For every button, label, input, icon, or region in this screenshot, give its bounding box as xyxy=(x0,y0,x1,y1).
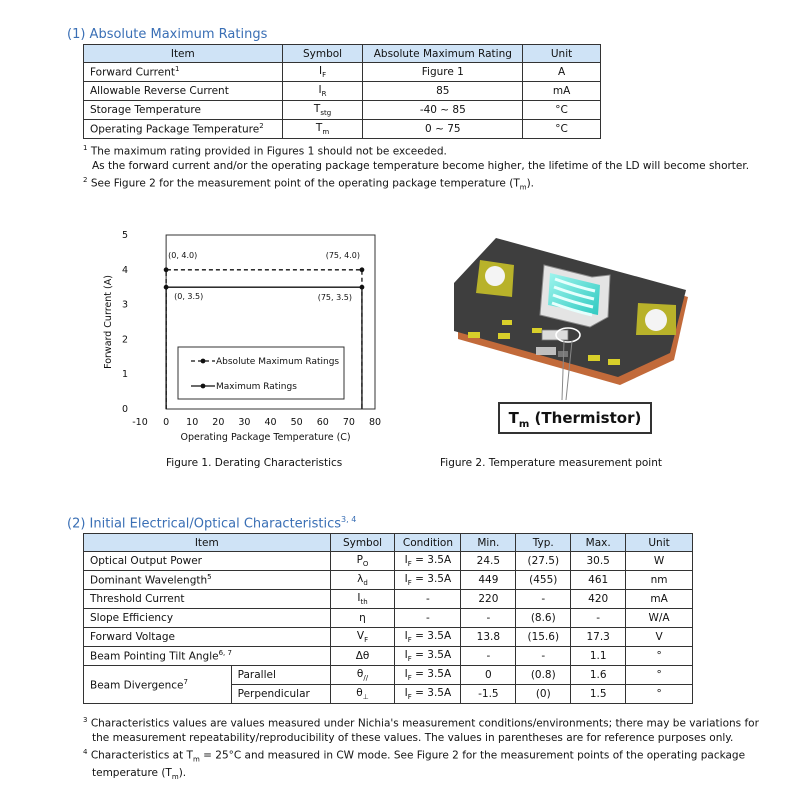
cell-item: Storage Temperature xyxy=(84,101,283,120)
cell-typ: (455) xyxy=(516,571,571,590)
cell-min: -1.5 xyxy=(461,685,516,704)
cell-unit: V xyxy=(626,628,693,647)
legend-label-max: Maximum Ratings xyxy=(216,382,297,392)
footnotes-section1 xyxy=(83,141,783,194)
cell-condition: $I_F = 3.5A$ xyxy=(395,647,461,666)
x-tick-label: 70 xyxy=(342,417,355,428)
table-row xyxy=(84,571,693,590)
data-point xyxy=(164,267,169,272)
table-row xyxy=(84,609,693,628)
cell-rating: 0 ~ 75 xyxy=(363,120,523,139)
cell-symbol: $I_F$ xyxy=(282,63,363,82)
cell-typ: - xyxy=(516,647,571,666)
header-unit: Unit xyxy=(626,534,693,552)
x-tick-label: 50 xyxy=(290,417,303,428)
table-row xyxy=(84,82,601,101)
cell-unit: W xyxy=(626,552,693,571)
cell-condition: - xyxy=(395,590,461,609)
y-tick-label: 1 xyxy=(121,369,128,381)
header-min: Min. xyxy=(461,534,516,552)
cell-unit: °C xyxy=(523,101,601,120)
data-point xyxy=(360,267,365,272)
cell-rating: -40 ~ 85 xyxy=(363,101,523,120)
cell-min: 220 xyxy=(461,590,516,609)
y-tick-label: 4 xyxy=(121,264,128,276)
cell-min: 13.8 xyxy=(461,628,516,647)
x-tick-label: 30 xyxy=(238,417,251,428)
cell-item: Beam Pointing Tilt Angle$^{6, 7}$ xyxy=(84,647,331,666)
table-row xyxy=(84,628,693,647)
cell-sub-item: Perpendicular xyxy=(231,685,330,704)
cell-typ: - xyxy=(516,590,571,609)
table-row xyxy=(84,63,601,82)
cell-sub-item: Parallel xyxy=(231,666,330,685)
cell-typ: (8.6) xyxy=(516,609,571,628)
header-item: Item xyxy=(84,534,331,552)
cell-unit: °C xyxy=(523,120,601,139)
cell-typ: (0.8) xyxy=(516,666,571,685)
cell-item: Beam Divergence$^7$ xyxy=(84,666,232,704)
cell-item: Dominant Wavelength$^5$ xyxy=(84,571,331,590)
footnote-1-cont: As the forward current and/or the operating package temperature become higher, the lifetime of the LD will become shorter. xyxy=(92,159,750,172)
cell-max: 1.5 xyxy=(571,685,626,704)
table-row xyxy=(84,590,693,609)
cell-max: 461 xyxy=(571,571,626,590)
header-max: Max. xyxy=(571,534,626,552)
y-tick-label: 3 xyxy=(121,299,128,311)
cell-condition: $I_F = 3.5A$ xyxy=(395,666,461,685)
cell-symbol: $\lambda_d$ xyxy=(330,571,395,590)
x-axis-label: Operating Package Temperature (C) xyxy=(180,432,351,443)
footnote-1: $^1$ The maximum rating provided in Figures 1 should not be exceeded. xyxy=(83,144,447,158)
table-row xyxy=(84,552,693,571)
table-header-row xyxy=(84,534,693,552)
header-symbol: Symbol xyxy=(330,534,395,552)
cell-item: Forward Voltage xyxy=(84,628,331,647)
header-item: Item xyxy=(84,45,283,63)
footnote-4-cont: temperature $(T_m)$. xyxy=(92,767,187,782)
cell-condition: $I_F = 3.5A$ xyxy=(395,552,461,571)
point-annotation: (75, 3.5) xyxy=(317,293,352,303)
cell-item: Optical Output Power xyxy=(84,552,331,571)
cell-max: 30.5 xyxy=(571,552,626,571)
cell-condition: $I_F = 3.5A$ xyxy=(395,628,461,647)
cell-symbol: η xyxy=(330,609,395,628)
absolute-max-ratings-table xyxy=(83,44,601,139)
cell-typ: (0) xyxy=(516,685,571,704)
cell-max: 1.1 xyxy=(571,647,626,666)
cell-condition: $I_F = 3.5A$ xyxy=(395,571,461,590)
header-symbol: Symbol xyxy=(282,45,363,63)
footnote-3-cont: the measurement repeatability/reproducibility of these values. The values in parentheses are for reference purposes only. xyxy=(92,731,734,744)
x-tick-label: 10 xyxy=(186,417,199,428)
cell-max: 420 xyxy=(571,590,626,609)
cell-max: 17.3 xyxy=(571,628,626,647)
cell-rating: Figure 1 xyxy=(363,63,523,82)
cell-symbol: $T_m$ xyxy=(282,120,363,139)
footnote-2: $^2$ See Figure 2 for the measurement point of the operating package temperature $(T_m)$. xyxy=(83,175,534,192)
table-row xyxy=(84,666,693,685)
table-row xyxy=(84,120,601,139)
cell-unit: ° xyxy=(626,666,693,685)
point-annotation: (75, 4.0) xyxy=(325,250,360,260)
cell-min: - xyxy=(461,647,516,666)
cell-min: - xyxy=(461,609,516,628)
data-point xyxy=(360,285,365,290)
cell-item: Operating Package Temperature$^2$ xyxy=(84,120,283,139)
cell-unit: ° xyxy=(626,685,693,704)
x-tick-label: -10 xyxy=(132,417,148,428)
point-annotation: (0, 4.0) xyxy=(168,250,198,260)
cell-symbol: $I_{th}$ xyxy=(330,590,395,609)
cell-min: 24.5 xyxy=(461,552,516,571)
cell-symbol: $P_O$ xyxy=(330,552,395,571)
cell-symbol: $V_F$ xyxy=(330,628,395,647)
cell-unit: nm xyxy=(626,571,693,590)
header-rating: Absolute Maximum Rating xyxy=(363,45,523,63)
x-tick-label: 40 xyxy=(264,417,277,428)
y-tick-label: 0 xyxy=(121,404,128,415)
x-tick-label: 0 xyxy=(163,417,170,428)
table-row xyxy=(84,101,601,120)
table-row xyxy=(84,647,693,666)
right-mount-hole-icon xyxy=(645,309,667,331)
electrical-optical-table xyxy=(83,533,693,704)
cell-symbol: $I_R$ xyxy=(282,82,363,101)
section1-title: (1) Absolute Maximum Ratings xyxy=(67,27,268,42)
y-axis-label: Forward Current (A) xyxy=(103,275,114,369)
footnote-4: $^4$ Characteristics at $T_m = 25^\circ C$ and measured in CW mode. See Figure 2 for the measurement points of the operating package xyxy=(83,747,746,764)
cell-item: Slope Efficiency xyxy=(84,609,331,628)
cell-typ: (15.6) xyxy=(516,628,571,647)
cell-symbol: $T_{stg}$ xyxy=(282,101,363,120)
cell-unit: mA xyxy=(626,590,693,609)
table-header-row xyxy=(84,45,601,63)
header-condition: Condition xyxy=(395,534,461,552)
cell-unit: A xyxy=(523,63,601,82)
cell-symbol: $\theta_\perp$ xyxy=(330,685,395,704)
cell-item: Threshold Current xyxy=(84,590,331,609)
header-typ: Typ. xyxy=(516,534,571,552)
cell-symbol: Δθ xyxy=(330,647,395,666)
header-unit: Unit xyxy=(523,45,601,63)
cell-unit: W/A xyxy=(626,609,693,628)
figure2-caption: Figure 2. Temperature measurement point xyxy=(440,457,662,469)
data-point xyxy=(164,285,169,290)
cell-condition: $I_F = 3.5A$ xyxy=(395,685,461,704)
figure1-caption: Figure 1. Derating Characteristics xyxy=(166,457,343,469)
cell-max: 1.6 xyxy=(571,666,626,685)
cell-unit: mA xyxy=(523,82,601,101)
cell-item: Allowable Reverse Current xyxy=(84,82,283,101)
cell-item: Forward Current$^1$ xyxy=(84,63,283,82)
y-tick-label: 5 xyxy=(121,230,128,241)
footnote-3: $^3$ Characteristics values are values measured under Nichia's measurement conditions/environments; there may be variations for xyxy=(83,716,759,730)
cell-symbol: $\theta_{//}$ xyxy=(330,666,395,685)
cell-max: - xyxy=(571,609,626,628)
cell-min: 449 xyxy=(461,571,516,590)
thermistor-label: $T_m$ (Thermistor) xyxy=(498,402,652,434)
cell-min: 0 xyxy=(461,666,516,685)
footnotes-section2 xyxy=(83,713,783,784)
cell-unit: ° xyxy=(626,647,693,666)
cell-typ: (27.5) xyxy=(516,552,571,571)
y-tick-label: 2 xyxy=(121,334,128,346)
legend-label-abs: Absolute Maximum Ratings xyxy=(216,357,340,367)
point-annotation: (0, 3.5) xyxy=(174,292,204,302)
section2-title: (2) Initial Electrical/Optical Characteristics$^{3, 4}$ xyxy=(67,515,357,532)
x-tick-label: 60 xyxy=(316,417,329,428)
cell-rating: 85 xyxy=(363,82,523,101)
cell-condition: - xyxy=(395,609,461,628)
x-tick-label: 80 xyxy=(368,417,382,428)
left-mount-hole-icon xyxy=(485,266,505,286)
x-tick-label: 20 xyxy=(212,417,225,428)
derating-chart xyxy=(95,222,395,447)
